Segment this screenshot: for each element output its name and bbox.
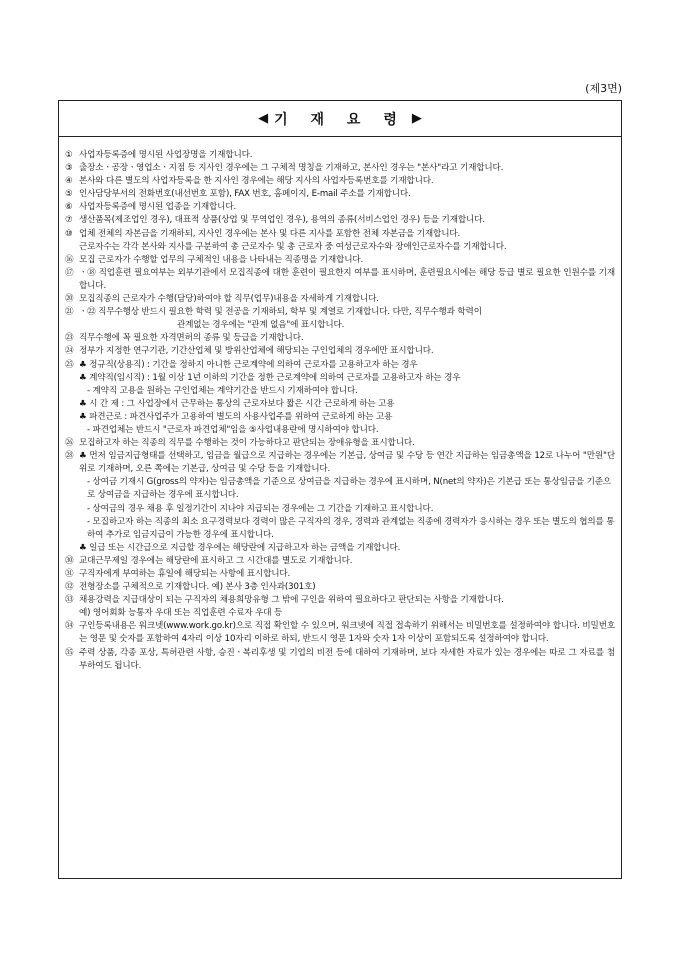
list-item [65, 175, 615, 188]
sub-line: - 상여금의 경우 채용 후 일정기간이 지나야 지급되는 경우에는 그 기간을 기재하고 표시합니다. [87, 503, 434, 514]
list-item [65, 149, 615, 162]
left-triangle-icon: ◀ [258, 111, 269, 126]
item-marker: ㉓ [65, 333, 74, 344]
item-text: ㆍ⑱ 직업훈련 필요여부는 외부기관에서 모집직종에 대한 훈련이 필요한지 여부를 표시하며, 훈련필요시에는 해당 등급 별로 필요한 인원수를 기재합니다. [79, 267, 615, 291]
item-marker: ㉚ [65, 555, 74, 566]
item-text: 직무수행에 꼭 필요한 자격면허의 종류 및 등급을 기재합니다. [79, 333, 304, 344]
item-marker: ⑩ [65, 228, 73, 239]
list-item [65, 594, 615, 607]
item-marker: ① [65, 150, 73, 160]
item-marker: ㉛ [65, 569, 74, 579]
item-marker: ㉞ [65, 621, 74, 632]
title-bar [59, 101, 621, 137]
item-text: 전형장소를 구체적으로 기재합니다. 예) 본사 3층 인사과(301호) [79, 582, 316, 593]
item-marker: ㉝ [65, 595, 74, 606]
item-marker: ⑤ [65, 189, 73, 200]
sub-line: - 계약직 고용을 원하는 구인업체는 계약기간을 반드시 기재하여야 합니다. [87, 385, 358, 396]
right-triangle-icon: ▶ [411, 111, 422, 126]
item-text: ♣ 먼저 임금지급형태를 선택하고, 임금을 월급으로 지급하는 경우에는 기본급, 상여금 및 수당 등 연간 지급하는 임금총액을 12로 나누어 "만원"단위로 기재하며, 오른 쪽에는 기본급, 상여금 및 수당 등을 기재합니다. [79, 451, 615, 475]
item-text: 생산품목(제조업인 경우), 대표적 상품(상업 및 무역업인 경우), 용역의 종류(서비스업인 경우) 등을 기재합니다. [79, 215, 485, 226]
list-item [65, 188, 615, 201]
item-text: 채용강력을 지급대상이 되는 구직자의 채용희망유형 그 밖에 구인을 위하여 필요하다고 판단되는 사항을 기재합니다. [79, 595, 504, 606]
list-item [65, 620, 615, 646]
item-text: 정부가 지정한 연구기관, 기간산업체 및 방위산업체에 해당되는 구인업체의 경우에만 표시합니다. [79, 346, 434, 357]
page-title: 기 재 요 령 [274, 111, 406, 128]
item-marker: ⑯ [65, 254, 74, 265]
instructions-box [58, 100, 622, 879]
sub-line: - 파견업체는 반드시 "근로자 파견업체"임을 ⑤사업내용란에 명시하여야 합니다. [87, 424, 379, 435]
list-item [65, 437, 615, 450]
item-text: 모집직종의 근로자가 수행(담당)하여야 할 직무(업무)내용을 자세하게 기재합니다. [79, 294, 379, 305]
list-item [65, 228, 615, 241]
item-text: 모집하고자 하는 직종의 직무를 수행하는 것이 가능하다고 판단되는 장애유형을 표시합니다. [79, 438, 415, 449]
item-text: 인사담당부서의 전화번호(내선번호 포함), FAX 번호, 홈페이지, E-mail 주소를 기재합니다. [79, 189, 411, 200]
list-item [65, 162, 615, 175]
item-marker: ⑳ [65, 294, 74, 305]
sub-line: - 모집하고자 하는 직종의 최소 요구경력보다 경력이 많은 구직자의 경우, 경력과 관계없는 직종에 경력자가 응시하는 경우 또는 별도의 협의를 통하여 추가로 임금지급이 가능한 경우에 표시합니다. [87, 516, 615, 540]
item-text: 주력 상품, 각종 포상, 특허관련 사항, 승진ㆍ복리후생 및 기업의 비전 등에 대하여 기재하며, 보다 자세한 자료가 있는 경우에는 따로 그 자료를 첨부하여도 됩니다. [79, 647, 615, 671]
item-text: 본사와 다른 별도의 사업자등록을 한 지사인 경우에는 해당 지사의 사업자등록번호를 기재합니다. [79, 176, 434, 187]
item-marker: ㉖ [65, 438, 74, 449]
item-text: 사업자등록증에 명시된 사업장명을 기재합니다. [79, 150, 253, 160]
list-item [65, 306, 615, 319]
item-marker: ㉔ [65, 346, 74, 357]
item-marker: ㉜ [65, 582, 74, 593]
item-marker: ⑰ [65, 267, 74, 278]
item-text: 구인등록내용은 워크넷(www.work.go.kr)으로 직접 확인할 수 있으며, 워크넷에 직접 접속하기 위해서는 비밀번호를 설정하여야 합니다. 비밀번호는 영문 및 숫자를 포함하여 4자리 이상 10자리 이하로 하되, 반드시 영문 1자와 숫자 1자 이상이 포함되도록 설정하여야 합니다. [79, 621, 615, 645]
sub-line: ♣ 계약직(임시직) : 1월 이상 1년 이하의 기간을 정한 근로계약에 의하여 근로자를 고용하고자 하는 경우 [79, 372, 461, 383]
sub-line: ♣ 일급 또는 시간급으로 지급할 경우에는 해당란에 지급하고자 하는 금액을 기재합니다. [79, 542, 401, 553]
list-item [65, 201, 615, 214]
item-marker: ⑥ [65, 202, 73, 213]
list-item [65, 359, 615, 372]
list-item [65, 555, 615, 568]
list-item [65, 214, 615, 227]
item-marker: ㉕ [65, 359, 74, 370]
item-text: 사업자등록증에 명시된 업종을 기재합니다. [79, 202, 237, 213]
item-text: 구직자에게 부여하는 휴일에 해당되는 사항에 표시합니다. [79, 569, 291, 579]
list-item [65, 647, 615, 673]
list-item [65, 345, 615, 358]
sub-group-contract [65, 372, 615, 437]
item-marker: ③ [65, 163, 73, 174]
list-item [65, 267, 615, 293]
item-marker: ㉟ [65, 647, 74, 658]
item-group-items3 [65, 332, 615, 371]
sub-group-wage [65, 476, 615, 555]
item-10-extra: 근로자수는 각각 본사와 지사를 구분하여 총 근로자수 및 총 근로자 중 여성근로자수와 장애인근로자수를 기재합니다. [79, 241, 507, 252]
item-group-items5 [65, 555, 615, 607]
list-item [65, 568, 615, 581]
list-item [65, 450, 615, 476]
list-item [65, 332, 615, 345]
example-line: 예) 영어회화 능통자 우대 또는 직업훈련 수료자 우대 등 [79, 608, 283, 619]
item-text: 업체 전체의 자본금을 기재하되, 지사인 경우에는 본사 및 다른 지사를 포함한 전체 자본금을 기재합니다. [79, 228, 461, 239]
item-group-items6 [65, 620, 615, 672]
item-marker: ㉘ [65, 451, 74, 462]
item-group-items4 [65, 437, 615, 476]
item-text: 출장소ㆍ공장ㆍ영업소ㆍ지점 등 지사인 경우에는 그 구체적 명칭을 기재하고, 본사인 경우는 "본사"라고 기재합니다. [79, 163, 504, 174]
item-text: ㆍ㉒ 직무수행상 반드시 필요한 학력 및 전공을 기재하되, 학부 및 계열로 기재합니다. 다만, 직무수행과 학력이 [79, 307, 482, 318]
item-group-items [65, 149, 615, 241]
item-group-items2 [65, 254, 615, 319]
sub-line: - 상여금 기재시 G(gross의 약자)는 임금총액을 기준으로 상여금을 지급하는 경우에 표시하며, N(net의 약자)은 기본급 또는 통상임금을 기준으로 상여금을 지급하는 경우에 표시합니다. [87, 477, 612, 501]
item-text: 모집 근로자가 수행할 업무의 구체적인 내용을 나타내는 직종명을 기재합니다. [79, 254, 364, 265]
item-marker: ㉑ [65, 307, 74, 318]
item-text: ♣ 정규직(상용직) : 기간을 정하지 아니한 근로계약에 의하여 근로자를 고용하고자 하는 경우 [79, 359, 418, 370]
list-item [65, 581, 615, 594]
item-text: 교대근무제일 경우에는 해당란에 표시하고 그 시간대를 별도로 기재합니다. [79, 555, 353, 566]
instructions-content [65, 149, 615, 673]
list-item [65, 254, 615, 267]
item-marker: ④ [65, 176, 73, 187]
sub-line: ♣ 파견근로 : 파견사업주가 고용하여 별도의 사용사업주를 위하여 근로하게 하는 고용 [79, 411, 393, 422]
page-number: (제3면) [585, 82, 622, 95]
item-21-extra: 관계없는 경우에는 "관계 없음"에 표시합니다. [177, 320, 345, 331]
sub-line: ♣ 시 간 제 : 그 사업장에서 근무하는 통상의 근로자보다 짧은 시간 근로하게 하는 고용 [79, 398, 395, 409]
item-marker: ⑦ [65, 215, 73, 226]
list-item [65, 293, 615, 306]
